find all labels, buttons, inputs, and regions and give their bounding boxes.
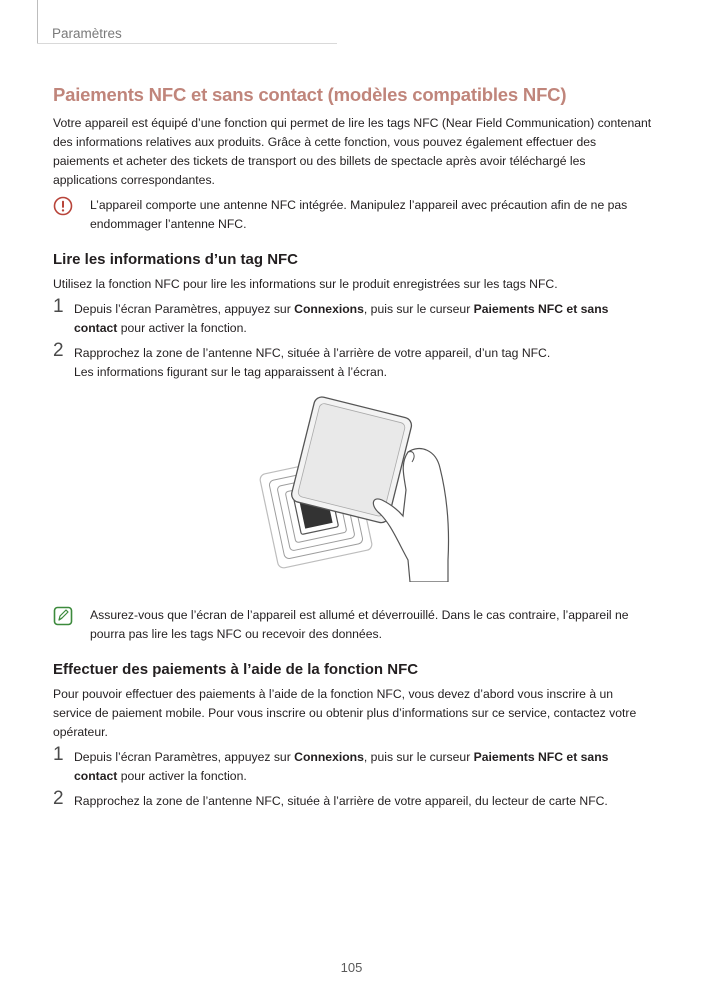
caution-note-text: L’appareil comporte une antenne NFC intégrée. Manipulez l’appareil avec précaution afin de ne pas endommager l’antenne NFC. (90, 198, 628, 231)
step-number: 1 (53, 296, 64, 317)
step-text: , puis sur le curseur (363, 750, 474, 764)
pay-step-2 (53, 788, 653, 811)
step-bold-nfc-toggle: Paiements NFC et sans contact (74, 302, 609, 335)
read-section-intro: Utilisez la fonction NFC pour lire les informations sur le produit enregistrées sur les tags NFC. (53, 277, 558, 291)
tip-icon (53, 606, 73, 626)
pay-step-1 (53, 744, 653, 786)
caution-note (53, 196, 653, 234)
step-text: Depuis l’écran Paramètres, appuyez sur (74, 302, 295, 316)
pay-section-intro: Pour pouvoir effectuer des paiements à l’aide de la fonction NFC, vous devez d’abord vous inscrire à un service de paiement mobile. Pour vous inscrire ou obtenir plus d’informations sur ce service, contactez votre opérateur. (53, 687, 637, 739)
tip-note-text: Assurez-vous que l’écran de l’appareil est allumé et déverrouillé. Dans le cas contraire, l’appareil ne pourra pas lire les tags NFC ou recevoir des données. (90, 608, 629, 641)
intro-paragraph: Votre appareil est équipé d’une fonction qui permet de lire les tags NFC (Near Field Communication) contenant des informations relatives aux produits. Grâce à cette fonction, vous pouvez également effectuer des paiements et acheter des tickets de transport ou des billets de spectacle après avoir téléchargé les applications correspondantes. (53, 116, 652, 187)
phone-over-nfc-tag-illustration (53, 392, 653, 588)
header-rule-horizontal (37, 43, 337, 44)
tip-note (53, 606, 653, 644)
page-number: 105 (340, 960, 363, 975)
section-title: Paiements NFC et sans contact (modèles compatibles NFC) (53, 84, 567, 105)
step-bold-connexions: Connexions (294, 302, 364, 316)
caution-icon (53, 196, 73, 216)
step-number: 1 (53, 744, 64, 765)
step-bold-connexions: Connexions (294, 750, 364, 764)
step-bold-nfc-toggle: Paiements NFC et sans contact (74, 750, 609, 783)
step-line-1: Rapprochez la zone de l’antenne NFC, située à l’arrière de votre appareil, d’un tag NFC. (74, 346, 551, 360)
step-number: 2 (53, 340, 64, 361)
page-content (53, 84, 653, 811)
pay-section-title: Effectuer des paiements à l’aide de la fonction NFC (53, 661, 419, 678)
step-text: , puis sur le curseur (363, 302, 474, 316)
illustration-drawing (258, 392, 458, 582)
step-text: Rapprochez la zone de l’antenne NFC, située à l’arrière de votre appareil, du lecteur de carte NFC. (74, 794, 608, 808)
running-head: Paramètres (52, 26, 122, 41)
step-number: 2 (53, 788, 64, 809)
step-text: Depuis l’écran Paramètres, appuyez sur (74, 750, 295, 764)
step-text: pour activer la fonction. (117, 321, 247, 335)
step-line-2: Les informations figurant sur le tag apparaissent à l’écran. (74, 365, 387, 379)
read-step-1 (53, 296, 653, 338)
header-rule-vertical (37, 0, 38, 44)
read-step-2 (53, 340, 653, 382)
read-section-title: Lire les informations d’un tag NFC (53, 251, 299, 268)
step-text: pour activer la fonction. (117, 769, 247, 783)
